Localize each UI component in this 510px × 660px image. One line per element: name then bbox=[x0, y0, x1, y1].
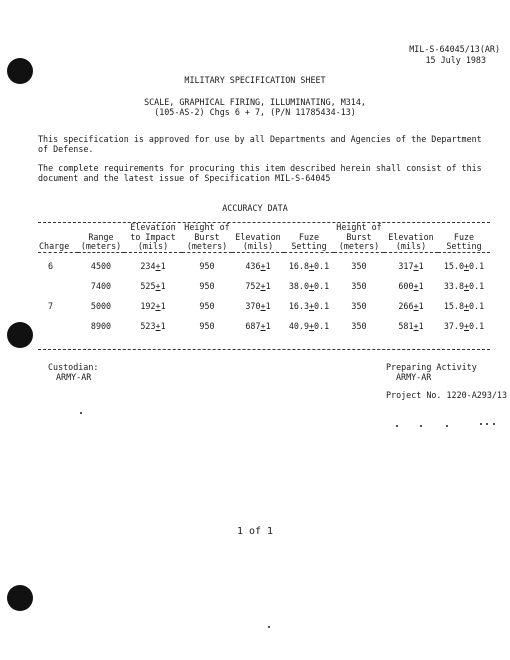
cell: 581+1 bbox=[398, 321, 424, 332]
cell: 7 bbox=[48, 301, 54, 312]
col-header-elevation-1: Elevation (mils) bbox=[235, 231, 281, 252]
scan-speck bbox=[420, 425, 422, 427]
cell: 266+1 bbox=[398, 301, 424, 312]
cell bbox=[38, 277, 78, 297]
col-header-height-of-burst-1: Height of Burst (meters) bbox=[184, 222, 230, 252]
col-header-elevation-2: Elevation (mils) bbox=[388, 231, 434, 252]
cell: 687+1 bbox=[245, 321, 271, 332]
cell bbox=[38, 317, 78, 337]
table-bottom-rule bbox=[38, 349, 490, 350]
cell: 38.0+0.1 bbox=[288, 281, 330, 292]
table-row bbox=[38, 317, 490, 337]
col-header-height-of-burst-2: Height of Burst (meters) bbox=[336, 222, 382, 252]
cell: 5000 bbox=[90, 301, 112, 312]
cell: 33.8+0.1 bbox=[443, 281, 485, 292]
subject-line-2: (105-AS-2) Chgs 6 + 7, (P/N 11785434-13) bbox=[154, 107, 356, 117]
table-row bbox=[38, 277, 490, 297]
cell: 4500 bbox=[90, 261, 112, 272]
scan-speck bbox=[80, 412, 82, 414]
cell: 523+1 bbox=[140, 321, 166, 332]
col-header-fuze-setting-1: Fuze Setting bbox=[291, 231, 327, 252]
cell: 37.9+0.1 bbox=[443, 321, 485, 332]
cell: 350 bbox=[351, 301, 367, 312]
cell: 317+1 bbox=[398, 261, 424, 272]
scan-speck bbox=[396, 425, 398, 427]
cell: 370+1 bbox=[245, 301, 271, 312]
cell: 40.9+0.1 bbox=[288, 321, 330, 332]
custodian-label: Custodian: bbox=[48, 362, 99, 372]
cell: 350 bbox=[351, 321, 367, 332]
cell: 950 bbox=[199, 281, 215, 292]
cell: 7400 bbox=[90, 281, 112, 292]
cell: 752+1 bbox=[245, 281, 271, 292]
cell: 234+1 bbox=[140, 261, 166, 272]
table-row bbox=[38, 297, 490, 317]
custodian-value: ARMY-AR bbox=[56, 372, 92, 382]
cell: 8900 bbox=[90, 321, 112, 332]
project-number: Project No. 1220-A293/13 bbox=[386, 390, 508, 400]
col-header-fuze-setting-2: Fuze Setting bbox=[446, 231, 482, 252]
cell: 950 bbox=[199, 301, 215, 312]
cell: 350 bbox=[351, 281, 367, 292]
subject-line-1: SCALE, GRAPHICAL FIRING, ILLUMINATING, M314, bbox=[144, 97, 366, 107]
preparing-activity-label: Preparing Activity bbox=[386, 362, 477, 372]
cell: 436+1 bbox=[245, 261, 271, 272]
cell: 525+1 bbox=[140, 281, 166, 292]
preparing-activity-value: ARMY-AR bbox=[396, 372, 432, 382]
cell: 16.3+0.1 bbox=[288, 301, 330, 312]
binder-hole-middle bbox=[7, 322, 33, 348]
approval-paragraph-line-1: This specification is approved for use by all Departments and Agencies of the Department bbox=[38, 134, 482, 144]
col-header-elevation-to-impact: Elevation to Impact (mils) bbox=[130, 222, 176, 252]
scan-speck bbox=[268, 626, 270, 628]
scan-speck bbox=[493, 423, 495, 425]
cell: 15.0+0.1 bbox=[443, 261, 485, 272]
cell: 950 bbox=[199, 321, 215, 332]
table-header-row bbox=[38, 222, 490, 253]
cell: 6 bbox=[48, 261, 54, 272]
requirements-paragraph-line-1: The complete requirements for procuring this item described herein shall consist of this bbox=[38, 163, 482, 173]
scan-speck bbox=[486, 423, 488, 425]
scan-speck bbox=[480, 423, 482, 425]
cell: 192+1 bbox=[140, 301, 166, 312]
cell: 600+1 bbox=[398, 281, 424, 292]
table-title: ACCURACY DATA bbox=[222, 203, 288, 213]
cell: 950 bbox=[199, 261, 215, 272]
table-row bbox=[38, 257, 490, 277]
col-header-range: Range (meters) bbox=[80, 231, 122, 252]
accuracy-data-table bbox=[38, 222, 490, 337]
sheet-title: MILITARY SPECIFICATION SHEET bbox=[184, 75, 326, 85]
binder-hole-bottom bbox=[7, 585, 33, 611]
cell: 15.8+0.1 bbox=[443, 301, 485, 312]
page-footer: 1 of 1 bbox=[236, 526, 274, 537]
scan-speck bbox=[446, 425, 448, 427]
cell: 16.8+0.1 bbox=[288, 261, 330, 272]
doc-number: MIL-S-64045/13(AR) bbox=[409, 44, 500, 54]
cell: 350 bbox=[351, 261, 367, 272]
doc-date: 15 July 1983 bbox=[425, 55, 486, 65]
requirements-paragraph-line-2: document and the latest issue of Specification MIL-S-64045 bbox=[38, 173, 331, 183]
approval-paragraph-line-2: of Defense. bbox=[38, 144, 94, 154]
col-header-charge: Charge bbox=[39, 241, 70, 252]
